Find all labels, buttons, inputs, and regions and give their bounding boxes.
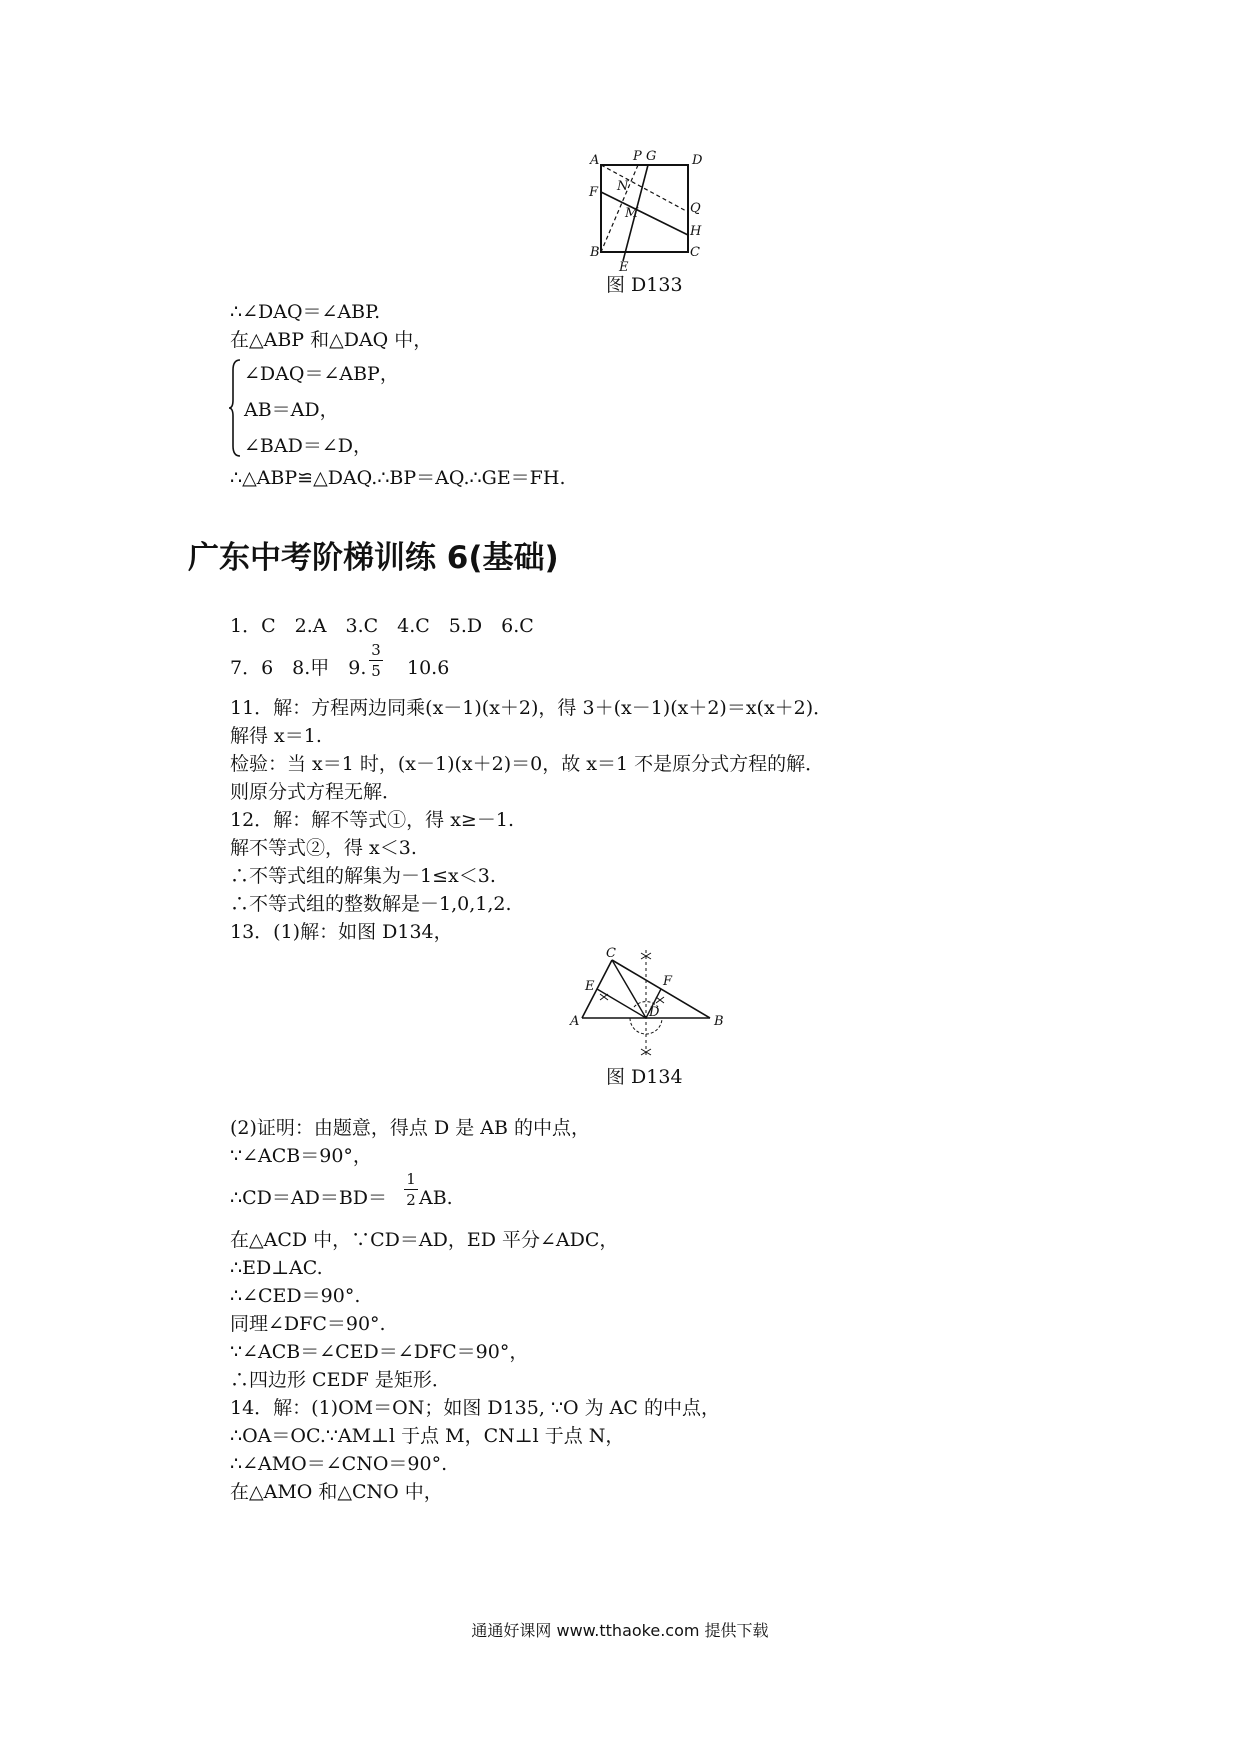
label-g: G: [646, 150, 657, 164]
half-numerator: 1: [406, 1170, 416, 1188]
q13-part2-line-4: 在△ACD 中，∵CD＝AD，ED 平分∠ADC，: [230, 1229, 619, 1251]
q13-part2-line-2: ∵∠ACB＝90°，: [230, 1145, 372, 1167]
q11-line-1: 11．解：方程两边同乘(x－1)(x＋2)，得 3＋(x－1)(x＋2)＝x(x＋2)．: [230, 697, 833, 719]
system-brace: [228, 358, 242, 458]
segment-fh: [601, 192, 688, 235]
segment-aq: [601, 165, 688, 212]
page-footer: 通通好课网 www.tthaoke.com 提供下载: [471, 1621, 769, 1640]
answer-9-numerator: 3: [371, 641, 381, 659]
proof-line-2: 在△ABP 和△DAQ 中，: [230, 329, 433, 351]
q13-part2-line-9: ∴四边形 CEDF 是矩形．: [230, 1369, 451, 1391]
label-c: C: [690, 245, 700, 260]
label-p: P: [633, 150, 642, 164]
label-d: D: [649, 1005, 660, 1020]
q11-line-2: 解得 x＝1.: [230, 725, 322, 747]
label-f: F: [663, 974, 673, 989]
arc-lower: [630, 1018, 662, 1034]
q13-part2-line-5: ∴ED⊥AC.: [230, 1257, 323, 1279]
q13-part2-line-8: ∵∠ACB＝∠CED＝∠DFC＝90°，: [230, 1341, 529, 1363]
q13-intro: 13．(1)解：如图 D134，: [230, 921, 453, 943]
label-q: Q: [690, 201, 701, 216]
label-h: H: [690, 224, 702, 239]
q14-line-3: ∴∠AMO＝∠CNO＝90°.: [230, 1453, 448, 1475]
q13-part2-line-6: ∴∠CED＝90°.: [230, 1285, 361, 1307]
label-d: D: [692, 153, 703, 168]
arc-mark-right: [656, 997, 664, 1003]
label-m: M: [625, 206, 639, 221]
answers-row-2-suffix: 10.6: [407, 657, 450, 679]
answers-row-2-prefix: 7．6 8.甲 9.: [230, 657, 367, 679]
q14-line-2: ∴OA＝OC.∵AM⊥l 于点 M，CN⊥l 于点 N，: [230, 1425, 625, 1447]
label-n: N: [617, 179, 629, 194]
answer-9-fraction-bar: [369, 660, 383, 661]
figure-d133-caption: 图 D133: [606, 274, 683, 296]
figure-d133: [580, 150, 710, 272]
q12-line-3: ∴不等式组的解集为－1≤x＜3.: [230, 865, 496, 887]
answers-row-1: 1．C 2.A 3.C 4.C 5.D 6.C: [230, 615, 534, 637]
label-a: A: [590, 153, 600, 168]
proof-conclusion: ∴△ABP≌△DAQ.∴BP＝AQ.∴GE＝FH.: [230, 467, 566, 489]
proof-line-1: ∴∠DAQ＝∠ABP.: [230, 301, 381, 323]
half-fraction-bar: [404, 1189, 418, 1190]
system-line-3: ∠BAD＝∠D，: [244, 435, 372, 457]
label-a: A: [570, 1014, 580, 1029]
answer-9-denominator: 5: [371, 662, 381, 680]
label-e: E: [585, 979, 595, 994]
label-b: B: [590, 245, 600, 260]
arc-mark-left: [600, 994, 608, 1000]
figure-d134: [560, 945, 730, 1060]
label-f: F: [589, 185, 599, 200]
q13-part2-line-3-suffix: AB.: [419, 1187, 453, 1209]
q13-part2-line-1: (2)证明：由题意，得点 D 是 AB 的中点，: [230, 1117, 590, 1139]
system-line-2: AB＝AD，: [244, 399, 339, 421]
q12-line-2: 解不等式②，得 x＜3.: [230, 837, 417, 859]
q13-part2-line-7: 同理∠DFC＝90°.: [230, 1313, 386, 1335]
section-title: 广东中考阶梯训练 6(基础): [188, 540, 559, 576]
segment-cd: [612, 960, 646, 1018]
q11-line-3: 检验：当 x＝1 时，(x－1)(x＋2)＝0，故 x＝1 不是原分式方程的解．: [230, 753, 825, 775]
label-b: B: [714, 1014, 724, 1029]
q11-line-4: 则原分式方程无解．: [230, 781, 402, 803]
system-line-1: ∠DAQ＝∠ABP，: [244, 363, 399, 385]
q14-line-4: 在△AMO 和△CNO 中，: [230, 1481, 443, 1503]
q12-line-4: ∴不等式组的整数解是－1,0,1,2.: [230, 893, 512, 915]
label-e: E: [619, 260, 629, 272]
figure-d134-caption: 图 D134: [606, 1066, 683, 1088]
label-c: C: [606, 946, 616, 961]
q12-line-1: 12．解：解不等式①，得 x≥－1.: [230, 809, 514, 831]
q14-line-1: 14．解：(1)OM＝ON；如图 D135, ∵O 为 AC 的中点，: [230, 1397, 720, 1419]
q13-part2-line-3-prefix: ∴CD＝AD＝BD＝: [230, 1187, 388, 1209]
half-denominator: 2: [406, 1191, 416, 1209]
